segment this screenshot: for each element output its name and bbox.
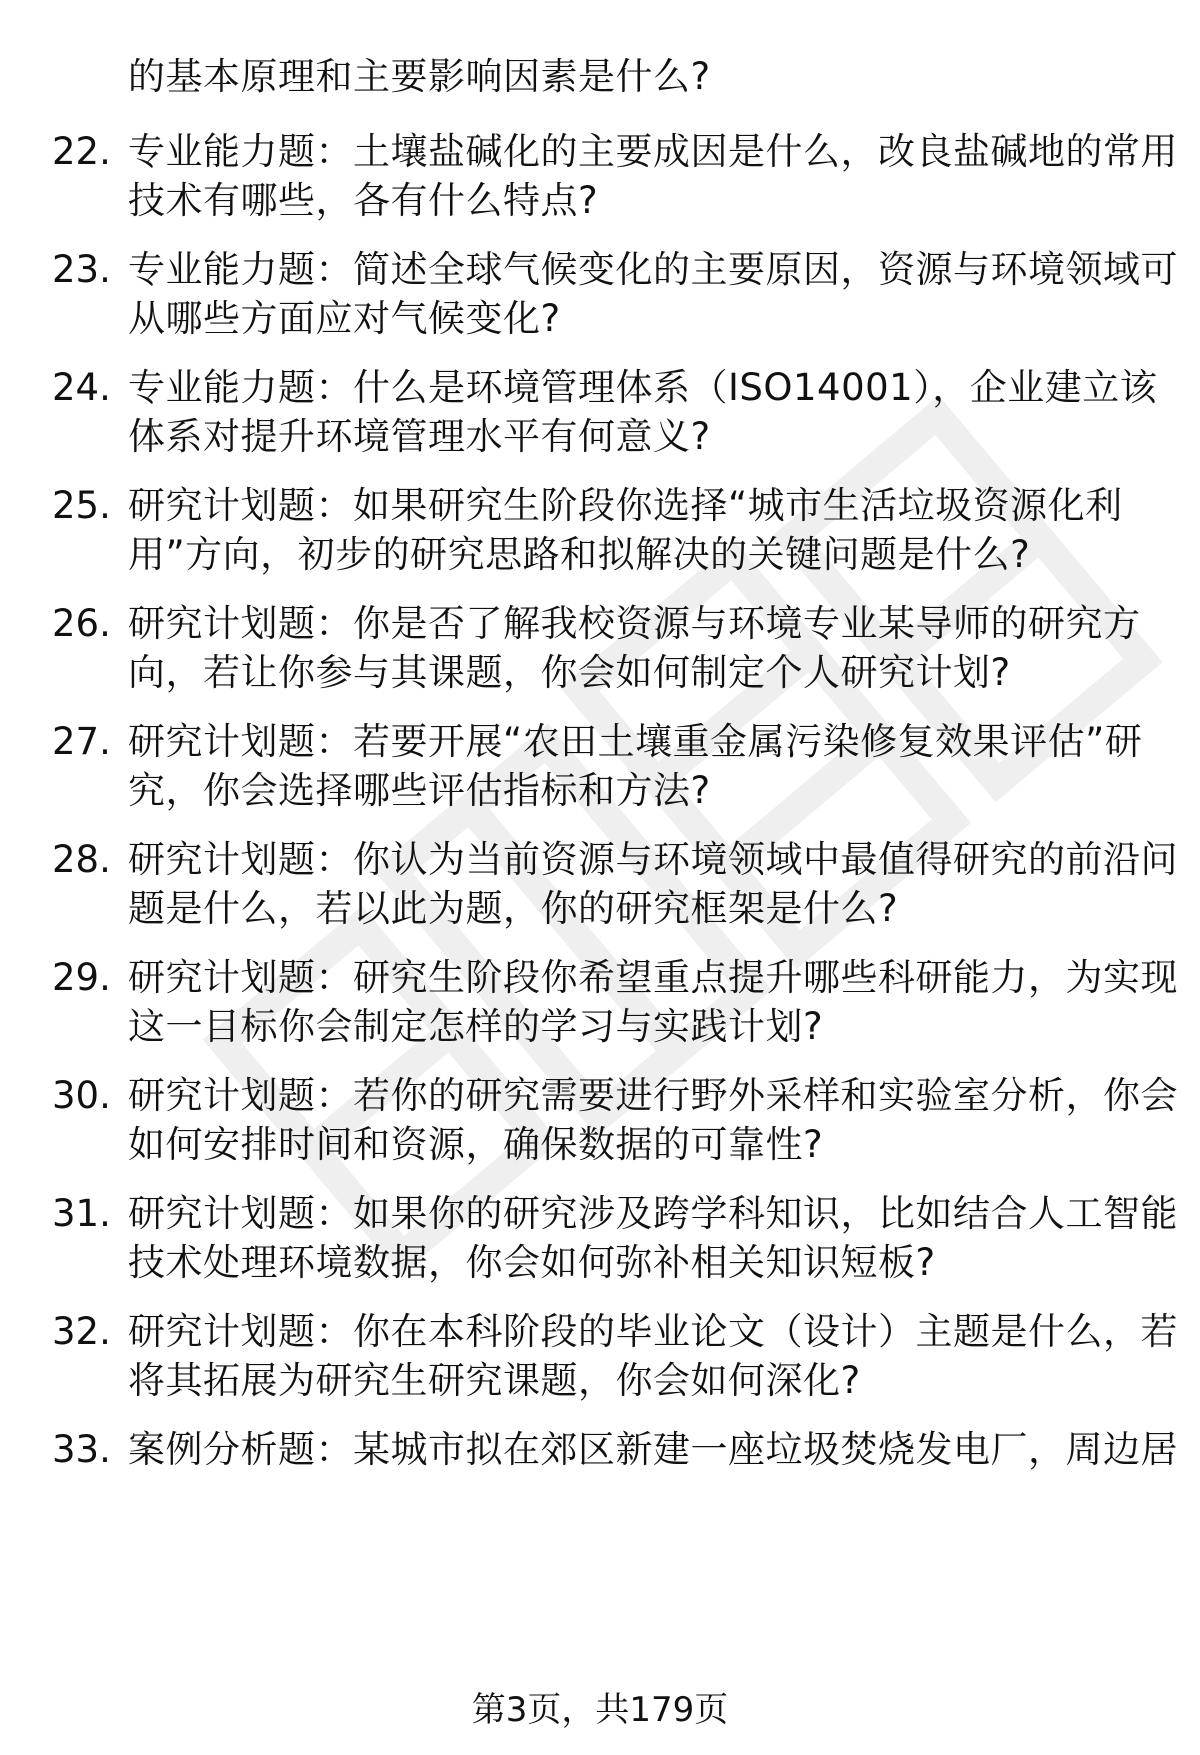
question-line: 专业能力题：土壤盐碱化的主要成因是什么，改良盐碱地的常用 — [128, 130, 1178, 173]
page-footer: 第3页，共179页 — [471, 1690, 729, 1730]
question-line: 从哪些方面应对气候变化? — [128, 297, 561, 340]
question-line: 研究计划题：你认为当前资源与环境领域中最值得研究的前沿问 — [128, 838, 1178, 881]
question-line: 专业能力题：什么是环境管理体系（ISO14001），企业建立该 — [128, 366, 1158, 409]
question-line: 体系对提升环境管理水平有何意义? — [128, 415, 711, 458]
question-line: 向，若让你参与其课题，你会如何制定个人研究计划? — [128, 651, 1011, 694]
question-number: 29. — [52, 956, 111, 999]
question-number: 23. — [52, 248, 111, 291]
question-number: 26. — [52, 602, 111, 645]
question-number: 32. — [52, 1310, 111, 1353]
question-number: 22. — [52, 130, 111, 173]
question-line: 用”方向，初步的研究思路和拟解决的关键问题是什么? — [128, 533, 1031, 576]
question-number: 25. — [52, 484, 111, 527]
question-line: 案例分析题：某城市拟在郊区新建一座垃圾焚烧发电厂，周边居 — [128, 1428, 1178, 1471]
question-line: 研究计划题：若要开展“农田土壤重金属污染修复效果评估”研 — [128, 720, 1143, 763]
question-line: 研究计划题：若你的研究需要进行野外采样和实验室分析，你会 — [128, 1074, 1178, 1117]
question-number: 27. — [52, 720, 111, 763]
question-line: 研究计划题：如果你的研究涉及跨学科知识，比如结合人工智能 — [128, 1192, 1178, 1235]
question-line: 如何安排时间和资源，确保数据的可靠性? — [128, 1123, 824, 1166]
question-line: 将其拓展为研究生研究课题，你会如何深化? — [128, 1359, 861, 1402]
question-line: 研究计划题：你是否了解我校资源与环境专业某导师的研究方 — [128, 602, 1141, 645]
question-line: 技术处理环境数据，你会如何弥补相关知识短板? — [128, 1241, 936, 1284]
question-number: 24. — [52, 366, 111, 409]
question-line: 技术有哪些，各有什么特点? — [128, 179, 599, 222]
question-line: 研究计划题：你在本科阶段的毕业论文（设计）主题是什么，若 — [128, 1310, 1178, 1353]
question-line: 专业能力题：简述全球气候变化的主要原因，资源与环境领域可 — [128, 248, 1178, 291]
question-line: 究，你会选择哪些评估指标和方法? — [128, 769, 711, 812]
question-line: 研究计划题：研究生阶段你希望重点提升哪些科研能力，为实现 — [128, 956, 1178, 999]
question-line: 研究计划题：如果研究生阶段你选择“城市生活垃圾资源化利 — [128, 484, 1123, 527]
question-number: 30. — [52, 1074, 111, 1117]
question-line: 这一目标你会制定怎样的学习与实践计划? — [128, 1005, 824, 1048]
question-number: 31. — [52, 1192, 111, 1235]
intro-line: 的基本原理和主要影响因素是什么? — [128, 55, 711, 98]
question-number: 28. — [52, 838, 111, 881]
question-line: 题是什么，若以此为题，你的研究框架是什么? — [128, 887, 899, 930]
question-number: 33. — [52, 1428, 111, 1471]
